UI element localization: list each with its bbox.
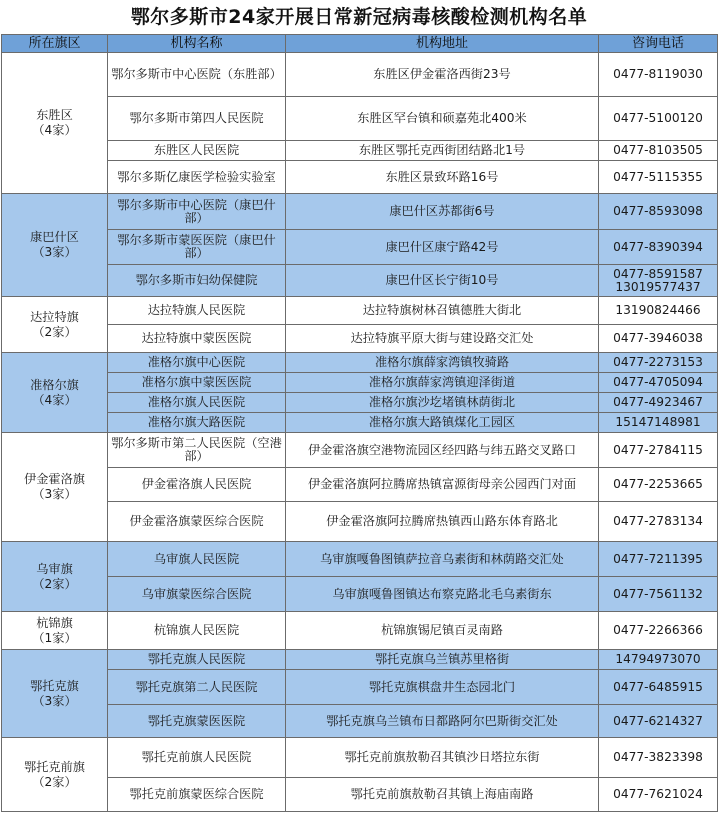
district-count: （3家） <box>32 245 77 259</box>
institution-name-cell: 伊金霍洛旗蒙医综合医院 <box>108 502 286 542</box>
phone-cell: 15147148981 <box>599 413 718 433</box>
phone-cell: 0477-3946038 <box>599 325 718 353</box>
institution-address-cell: 达拉特旗树林召镇德胜大街北 <box>286 297 599 325</box>
phone-cell: 0477-4705094 <box>599 373 718 393</box>
district-cell <box>2 433 108 542</box>
district-cell <box>2 194 108 297</box>
institution-name-cell: 达拉特旗中蒙医医院 <box>108 325 286 353</box>
table-row <box>2 577 718 612</box>
table-row <box>2 53 718 97</box>
institution-name-cell: 鄂尔多斯亿康医学检验实验室 <box>108 161 286 194</box>
phone-cell: 14794973070 <box>599 650 718 670</box>
phone-cell: 0477-2253665 <box>599 468 718 502</box>
institution-table <box>1 34 718 812</box>
table-row <box>2 230 718 265</box>
institution-address-cell: 康巴什区苏都街6号 <box>286 194 599 230</box>
district-cell <box>2 650 108 738</box>
phone-cell: 0477-3823398 <box>599 738 718 778</box>
district-count: （2家） <box>32 324 77 339</box>
district-name: 杭锦旗 <box>36 615 73 630</box>
district-cell <box>2 612 108 650</box>
table-row <box>2 353 718 373</box>
district-count: （2家） <box>32 576 77 591</box>
phone-cell: 0477-2266366 <box>599 612 718 650</box>
institution-name-cell: 东胜区人民医院 <box>108 141 286 161</box>
district-count: （4家） <box>32 123 77 137</box>
institution-name-cell: 鄂尔多斯市中心医院（东胜部） <box>108 53 286 97</box>
table-row <box>2 502 718 542</box>
institution-name-cell: 鄂尔多斯市妇幼保健院 <box>108 265 286 297</box>
table-row <box>2 325 718 353</box>
institution-name-cell: 鄂尔多斯市中心医院（康巴什部） <box>108 194 286 230</box>
institution-name-cell: 鄂托克前旗蒙医综合医院 <box>108 778 286 812</box>
table-row <box>2 670 718 705</box>
institution-name-cell: 鄂托克旗第二人民医院 <box>108 670 286 705</box>
table-row <box>2 265 718 297</box>
institution-address-cell: 东胜区伊金霍洛西街23号 <box>286 53 599 97</box>
table-header-row <box>2 35 718 53</box>
institution-address-cell: 伊金霍洛旗阿拉腾席热镇西山路东体育路北 <box>286 502 599 542</box>
district-name: 准格尔旗 <box>30 377 79 392</box>
phone-cell: 0477-8119030 <box>599 53 718 97</box>
phone-cell: 13190824466 <box>599 297 718 325</box>
table-row <box>2 161 718 194</box>
table-row <box>2 542 718 577</box>
district-name: 伊金霍洛旗 <box>24 472 85 486</box>
table-row <box>2 612 718 650</box>
institution-address-cell: 东胜区罕台镇和硕嘉苑北400米 <box>286 97 599 141</box>
district-name: 东胜区 <box>36 108 73 122</box>
district-name: 达拉特旗 <box>30 309 79 324</box>
institution-address-cell: 杭锦旗锡尼镇百灵南路 <box>286 612 599 650</box>
institution-name-cell: 乌审旗人民医院 <box>108 542 286 577</box>
institution-address-cell: 准格尔旗薛家湾镇迎泽街道 <box>286 373 599 393</box>
district-count: （1家） <box>32 630 77 645</box>
phone-cell: 0477-7561132 <box>599 577 718 612</box>
column-header-institution-address: 机构地址 <box>286 35 599 53</box>
phone-cell: 0477-5115355 <box>599 161 718 194</box>
table-row <box>2 297 718 325</box>
phone-cell: 0477-6214327 <box>599 705 718 738</box>
table-row <box>2 705 718 738</box>
table-row <box>2 97 718 141</box>
institution-address-cell: 伊金霍洛旗空港物流园区经四路与纬五路交叉路口 <box>286 433 599 468</box>
district-count: （3家） <box>32 487 77 501</box>
institution-address-cell: 鄂托克旗乌兰镇苏里格街 <box>286 650 599 670</box>
phone-cell: 0477-8390394 <box>599 230 718 265</box>
institution-name-cell: 准格尔旗中心医院 <box>108 353 286 373</box>
district-name: 鄂托克旗 <box>30 678 79 693</box>
phone-cell: 0477-5100120 <box>599 97 718 141</box>
phone-cell: 0477-7621024 <box>599 778 718 812</box>
phone-cell: 0477-8103505 <box>599 141 718 161</box>
institution-name-cell: 乌审旗蒙医综合医院 <box>108 577 286 612</box>
column-header-institution-name: 机构名称 <box>108 35 286 53</box>
district-name: 乌审旗 <box>36 561 73 576</box>
district-cell <box>2 53 108 194</box>
institution-name-cell: 鄂托克旗人民医院 <box>108 650 286 670</box>
district-name: 鄂托克前旗 <box>24 759 85 774</box>
institution-name-cell: 准格尔旗大路医院 <box>108 413 286 433</box>
table-row <box>2 468 718 502</box>
table-row <box>2 413 718 433</box>
institution-address-cell: 东胜区景致环路16号 <box>286 161 599 194</box>
phone-cell: 0477-2784115 <box>599 433 718 468</box>
institution-name-cell: 准格尔旗中蒙医医院 <box>108 373 286 393</box>
institution-address-cell: 鄂托克旗乌兰镇布日都路阿尔巴斯街交汇处 <box>286 705 599 738</box>
institution-address-cell: 伊金霍洛旗阿拉腾席热镇富源街母亲公园西门对面 <box>286 468 599 502</box>
institution-address-cell: 准格尔旗大路镇煤化工园区 <box>286 413 599 433</box>
district-cell <box>2 353 108 433</box>
district-count: （4家） <box>32 392 77 407</box>
institution-address-cell: 康巴什区长宁街10号 <box>286 265 599 297</box>
column-header-phone: 咨询电话 <box>599 35 718 53</box>
phone-cell: 0477-6485915 <box>599 670 718 705</box>
phone-cell: 0477-4923467 <box>599 393 718 413</box>
institution-name-cell: 鄂托克前旗人民医院 <box>108 738 286 778</box>
institution-name-cell: 杭锦旗人民医院 <box>108 612 286 650</box>
table-row <box>2 393 718 413</box>
table-row <box>2 141 718 161</box>
institution-address-cell: 达拉特旗平原大街与建设路交汇处 <box>286 325 599 353</box>
institution-address-cell: 准格尔旗沙圪堵镇林荫街北 <box>286 393 599 413</box>
institution-name-cell: 鄂托克旗蒙医医院 <box>108 705 286 738</box>
institution-address-cell: 乌审旗嘎鲁图镇达布察克路北毛乌素街东 <box>286 577 599 612</box>
institution-address-cell: 鄂托克旗棋盘井生态园北门 <box>286 670 599 705</box>
table-row <box>2 778 718 812</box>
district-count: （2家） <box>32 774 77 789</box>
phone-cell: 0477-2783134 <box>599 502 718 542</box>
table-row <box>2 373 718 393</box>
institution-address-cell: 准格尔旗薛家湾镇牧骑路 <box>286 353 599 373</box>
institution-address-cell: 东胜区鄂托克西街团结路北1号 <box>286 141 599 161</box>
table-row <box>2 194 718 230</box>
institution-name-cell: 伊金霍洛旗人民医院 <box>108 468 286 502</box>
column-header-district: 所在旗区 <box>2 35 108 53</box>
institution-name-cell: 鄂尔多斯市蒙医医院（康巴什部） <box>108 230 286 265</box>
table-body <box>2 53 718 812</box>
district-count: （3家） <box>32 693 77 708</box>
institution-address-cell: 鄂托克前旗敖勒召其镇沙日塔拉东街 <box>286 738 599 778</box>
document-title: 鄂尔多斯市24家开展日常新冠病毒核酸检测机构名单 <box>130 6 588 28</box>
table-row <box>2 433 718 468</box>
phone-cell: 0477-8593098 <box>599 194 718 230</box>
table-row <box>2 650 718 670</box>
institution-address-cell: 康巴什区康宁路42号 <box>286 230 599 265</box>
phone-cell: 0477-2273153 <box>599 353 718 373</box>
phone-cell: 0477-8591587 13019577437 <box>599 265 718 297</box>
institution-name-cell: 达拉特旗人民医院 <box>108 297 286 325</box>
institution-address-cell: 鄂托克前旗敖勒召其镇上海庙南路 <box>286 778 599 812</box>
table-row <box>2 738 718 778</box>
phone-cell: 0477-7211395 <box>599 542 718 577</box>
institution-name-cell: 鄂尔多斯市第四人民医院 <box>108 97 286 141</box>
district-name: 康巴什区 <box>30 230 79 244</box>
institution-name-cell: 准格尔旗人民医院 <box>108 393 286 413</box>
district-cell <box>2 738 108 812</box>
institution-address-cell: 乌审旗嘎鲁图镇萨拉音乌素街和林荫路交汇处 <box>286 542 599 577</box>
district-cell <box>2 297 108 353</box>
institution-name-cell: 鄂尔多斯市第二人民医院（空港部） <box>108 433 286 468</box>
district-cell <box>2 542 108 612</box>
